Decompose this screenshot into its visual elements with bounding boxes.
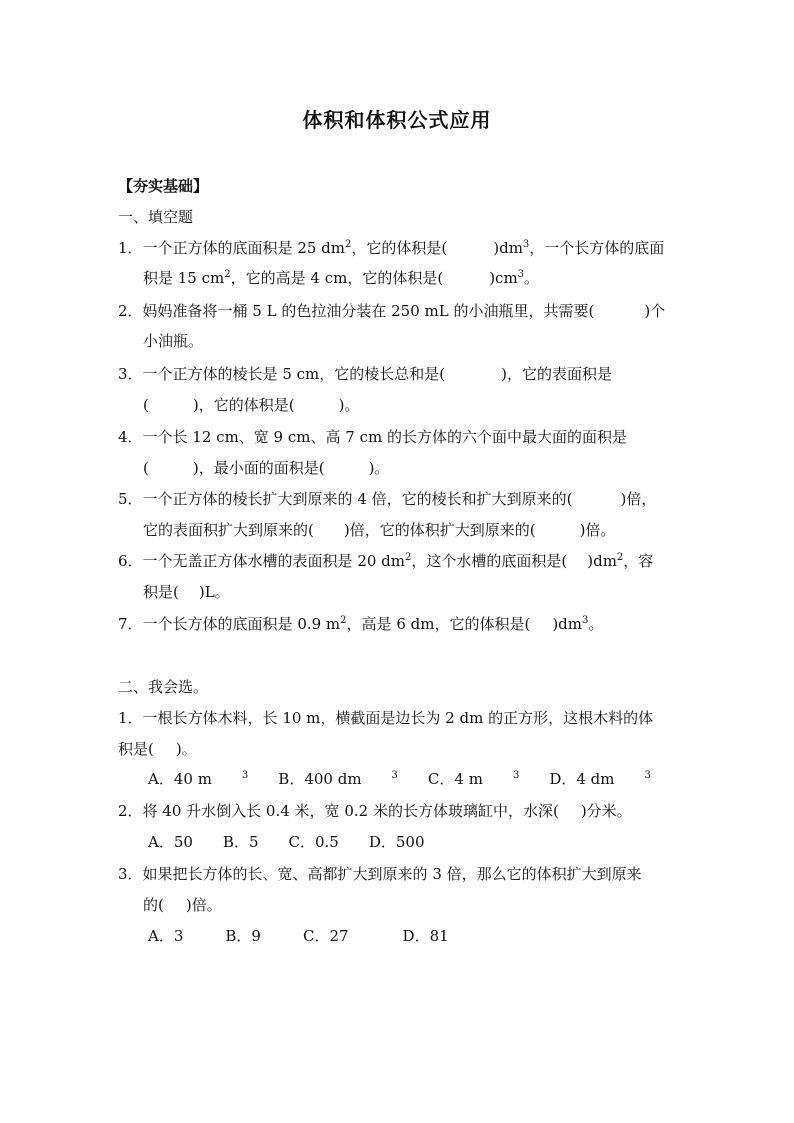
option-b[interactable]: B．400 dm $^3$ — [278, 770, 398, 788]
option-a[interactable]: A．3 — [148, 927, 184, 945]
option-b[interactable]: B．9 — [225, 927, 261, 945]
q2-line1: 2．妈妈准备将一桶 5 L 的色拉油分装在 250 mL 的小油瓶里，共需要( )个 — [118, 302, 666, 320]
option-a[interactable]: A．50 — [148, 833, 193, 851]
option-d[interactable]: D．81 — [402, 927, 449, 945]
option-d[interactable]: D．4 dm $^3$ — [549, 770, 651, 788]
option-c[interactable]: C．4 m $^3$ — [427, 770, 520, 788]
q5-line2: 它的表面积扩大到原来的( )倍，它的体积扩大到原来的( )倍。 — [143, 521, 616, 539]
q4-line2: ( )，最小面的面积是( )。 — [143, 459, 390, 477]
q7-line1: 7．一个长方体的底面积是 0.9 $m^2$，高是 6 dm，它的体积是( )$dm^3$。 — [118, 615, 604, 633]
option-b[interactable]: B．5 — [222, 833, 259, 851]
page-title: 体积和体积公式应用 — [302, 108, 492, 132]
q6-line1: 6．一个无盖正方体水槽的表面积是 20 $dm^2$，这个水槽的底面积是( )$dm^2$，容 — [118, 552, 654, 570]
p2-q2-options — [148, 832, 455, 852]
p2-q1-line1: 1．一根长方体木料，长 10 m，横截面是边长为 2 dm 的正方形，这根木料的体 — [118, 709, 654, 727]
section-header: 【夯实基础】 — [118, 177, 209, 195]
q1-line2: 积是 15 $cm^2$，它的高是 4 cm，它的体积是( )$cm^3$。 — [143, 269, 540, 287]
p2-q1-line2: 积是( )。 — [118, 740, 197, 758]
option-d[interactable]: D．500 — [368, 833, 425, 851]
p2-q2-line1: 2．将 40 升水倒入长 0.4 米，宽 0.2 米的长方体玻璃缸中，水深( )分米。 — [118, 802, 632, 820]
p2-q3-line1: 3．如果把长方体的长、宽、高都扩大到原来的 3 倍，那么它的体积扩大到原来 — [118, 865, 642, 883]
option-c[interactable]: C．0.5 — [288, 833, 339, 851]
p2-q3-line2: 的( )倍。 — [143, 896, 222, 914]
part1-heading: 一、填空题 — [118, 208, 194, 226]
option-a[interactable]: A．40 m $^3$ — [148, 770, 249, 788]
q3-line1: 3．一个正方体的棱长是 5 cm，它的棱长总和是( )，它的表面积是 — [118, 365, 612, 383]
q4-line1: 4．一个长 12 cm、宽 9 cm、高 7 cm 的长方体的六个面中最大面的面积是 — [118, 428, 627, 446]
q1-line1: 1．一个正方体的底面积是 25 $dm^2$，它的体积是( )$dm^3$，一个长方体的底面 — [118, 239, 665, 257]
part2-heading: 二、我会选。 — [118, 678, 209, 696]
q3-line2: ( )，它的体积是( )。 — [143, 396, 360, 414]
q5-line1: 5．一个正方体的棱长扩大到原来的 4 倍，它的棱长和扩大到原来的( )倍， — [118, 490, 657, 508]
q2-line2: 小油瓶。 — [143, 332, 204, 350]
option-c[interactable]: C．27 — [302, 927, 349, 945]
p2-q1-options — [148, 769, 681, 789]
p2-q3-options — [148, 926, 479, 946]
q6-line2: 积是( )L。 — [143, 583, 230, 601]
